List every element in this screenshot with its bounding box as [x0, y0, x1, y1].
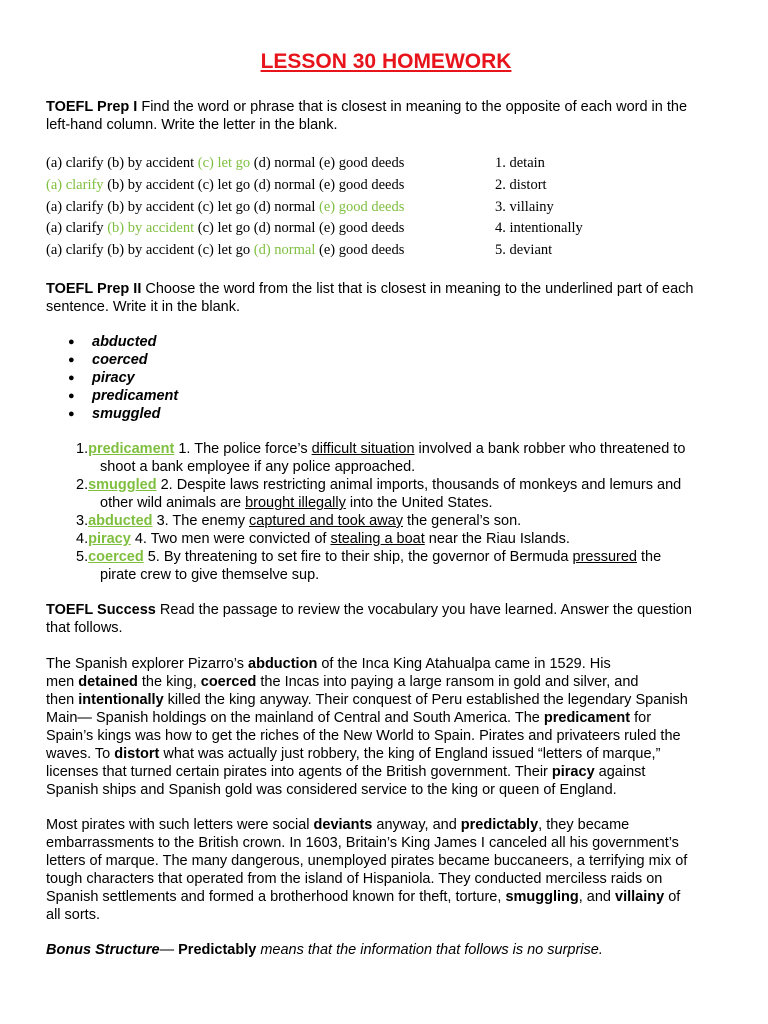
answer: abducted: [88, 513, 153, 529]
list-item: ● coerced: [68, 352, 148, 368]
answer: piracy: [88, 531, 131, 547]
table-row: [46, 175, 726, 197]
table-row: [46, 240, 726, 262]
success-label: TOEFL Success: [46, 602, 156, 618]
vocab-item: 4. intentionally: [495, 220, 583, 237]
correct-option: (a) clarify: [46, 176, 108, 193]
list-item: ● smuggled: [68, 406, 161, 422]
option: (a) clarify: [46, 198, 108, 215]
list-item: ● predicament: [68, 388, 179, 404]
answer-options: [46, 218, 404, 240]
option: (e) good deeds: [318, 176, 405, 193]
option: (c) let go: [197, 220, 254, 237]
option: (e) good deeds: [318, 155, 405, 171]
prep2-label: TOEFL Prep II: [46, 281, 142, 297]
list-item: ● piracy: [68, 370, 135, 386]
passage-paragraph-1: The Spanish explorer Pizarro’s abduction of the Inca King Atahualpa came in 1529. His men detained the king, coerced the Incas into paying a large ransom in gold and silver, and then intentionally killed the king anyway. Their conquest of Peru established the legendary Spanish Main— Spanish holdings on the mainland of Central and South America. The predicament for Spain’s kings was how to get the riches of the New World to Spain. Pirates and privateers ruled the waves. To distort what was actually just robbery, the king of England issued “letters of marque,” licenses that turned certain pirates into agents of the British government. Their piracy against Spanish ships and Spanish gold was considered service to the king or queen of England.: [46, 656, 688, 798]
option: (b) by accident: [107, 176, 198, 193]
option: (d) normal: [253, 220, 319, 237]
option: (d) normal: [253, 176, 319, 193]
prep2-item-1: 1.predicament 1. The police force’s difficult situation involved a bank robber who threatened to shoot a bank employee if any police approached.: [76, 441, 686, 475]
correct-option: (b) by accident: [107, 220, 198, 237]
prep2-item-4: 4.piracy 4. Two men were convicted of stealing a boat near the Riau Islands.: [76, 531, 570, 547]
answer: predicament: [88, 441, 175, 457]
option: (a) clarify: [46, 220, 108, 237]
prep1-instructions: TOEFL Prep I Find the word or phrase that is closest in meaning to the opposite of each word in the left-hand column. Write the letter in the blank.: [46, 99, 688, 133]
vocab-item: 2. distort: [495, 176, 547, 193]
vocab-item: 3. villainy: [495, 198, 554, 215]
prep2-instructions: TOEFL Prep II Choose the word from the list that is closest in meaning to the underlined part of each sentence. Write it in the blank.: [46, 281, 694, 315]
answer-options: [46, 153, 404, 175]
bonus-structure: Bonus Structure— Predictably means that the information that follows is no surprise.: [46, 942, 603, 958]
prep2-item-2: 2.smuggled 2. Despite laws restricting animal imports, thousands of monkeys and lemurs and other wild animals are brought illegally into the United States.: [76, 477, 682, 511]
prep2-item-3: 3.abducted 3. The enemy captured and took away the general’s son.: [76, 513, 522, 529]
table-row: [46, 153, 726, 175]
prep1-label: TOEFL Prep I: [46, 99, 138, 115]
table-row: [46, 197, 726, 219]
word-list: [68, 333, 178, 423]
answer-options: [46, 175, 404, 197]
bonus-label: Bonus Structure: [46, 942, 160, 958]
option: (b) by accident: [107, 198, 198, 215]
table-row: [46, 218, 726, 240]
option: (b) by accident: [107, 242, 198, 259]
prep2-item-5: 5.coerced 5. By threatening to set fire to their ship, the governor of Bermuda pressured the pirate crew to give themselve sup.: [76, 549, 662, 583]
success-instructions: TOEFL Success Read the passage to review the vocabulary you have learned. Answer the question that follows.: [46, 602, 692, 636]
option: (b) by accident: [107, 155, 198, 171]
correct-option: (d) normal: [253, 242, 319, 259]
vocab-item: 5. deviant: [495, 242, 553, 259]
passage-paragraph-2: Most pirates with such letters were social deviants anyway, and predictably, they became embarrassments to the British crown. In 1603, Britain’s King James I canceled all his government’s letters of marque. The many dangerous, unemployed pirates became buccaneers, a terrifying mix of tough characters that operated from the island of Hispaniola. They conducted merciless raids on Spanish settlements and formed a brotherhood known for theft, torture, smuggling, and villainy of all sorts.: [46, 817, 688, 923]
option: (e) good deeds: [318, 242, 405, 259]
option: (e) good deeds: [318, 220, 405, 237]
option: (c) let go: [197, 242, 254, 259]
correct-option: (c) let go: [197, 155, 254, 171]
answer: coerced: [88, 549, 144, 565]
answer-options: [46, 240, 404, 262]
prep1-table: [46, 153, 726, 262]
option: (a) clarify: [46, 242, 108, 259]
answer-options: [46, 197, 404, 219]
page-title: LESSON 30 HOMEWORK: [260, 50, 512, 73]
vocab-item: 1. detain: [495, 155, 545, 171]
answer: smuggled: [88, 477, 157, 493]
option: (d) normal: [253, 155, 319, 171]
list-item: ● abducted: [68, 334, 157, 350]
option: (c) let go: [197, 176, 254, 193]
option: (c) let go: [197, 198, 254, 215]
option: (d) normal: [253, 198, 319, 215]
option: (a) clarify: [46, 155, 108, 171]
correct-option: (e) good deeds: [318, 198, 405, 215]
